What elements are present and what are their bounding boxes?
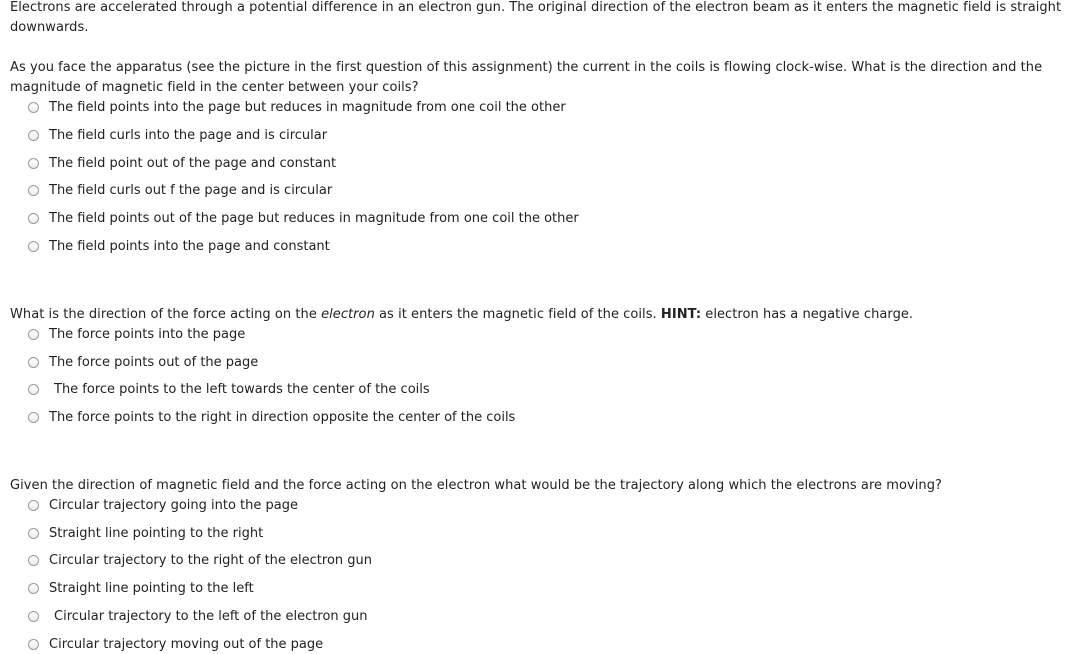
option-label: Circular trajectory to the right of the electron gun: [49, 552, 373, 568]
q3-option-1[interactable]: [28, 495, 298, 515]
q1-option-4[interactable]: [28, 180, 332, 200]
question-1-text: As you face the apparatus (see the picture in the first question of this assignment) the current in the coils is flowing clock-wise. What is the direction and the magnitude of magnetic field in the center between your coils?: [10, 60, 1043, 95]
question-2-text: [10, 305, 1062, 325]
option-label: The field points out of the page but reduces in magnitude from one coil the other: [49, 210, 579, 226]
intro-text: Electrons are accelerated through a potential difference in an electron gun. The original direction of the electron beam as it enters the magnetic field is straight downwards.: [10, 0, 1062, 35]
q2-option-4[interactable]: [28, 407, 515, 427]
question-2-text-part: as it enters the magnetic field of the coils.: [374, 307, 661, 322]
option-label: Circular trajectory to the left of the electron gun: [54, 608, 368, 624]
question-2-text-part: electron has a negative charge.: [701, 307, 914, 322]
radio-button[interactable]: [28, 213, 39, 224]
radio-button[interactable]: [28, 329, 39, 340]
q1-option-6[interactable]: [28, 236, 330, 256]
radio-button[interactable]: [28, 500, 39, 511]
q1-option-2[interactable]: [28, 125, 327, 145]
radio-button[interactable]: [28, 102, 39, 113]
q3-option-4[interactable]: [28, 578, 254, 598]
radio-button[interactable]: [28, 555, 39, 566]
radio-button[interactable]: [28, 639, 39, 650]
q3-option-6[interactable]: [28, 634, 323, 654]
option-label: The field point out of the page and constant: [49, 155, 337, 171]
option-label: Straight line pointing to the left: [49, 580, 254, 596]
option-label: The field curls out f the page and is circular: [49, 182, 333, 198]
q2-option-3[interactable]: [28, 379, 430, 399]
radio-button[interactable]: [28, 241, 39, 252]
radio-button[interactable]: [28, 583, 39, 594]
q2-option-1[interactable]: [28, 324, 245, 344]
option-label: The force points to the left towards the center of the coils: [54, 381, 430, 397]
radio-button[interactable]: [28, 384, 39, 395]
radio-button[interactable]: [28, 185, 39, 196]
option-label: The force points to the right in direction opposite the center of the coils: [49, 409, 516, 425]
option-label: Circular trajectory moving out of the page: [49, 636, 324, 652]
radio-button[interactable]: [28, 412, 39, 423]
radio-button[interactable]: [28, 357, 39, 368]
option-label: The force points into the page: [49, 326, 246, 342]
option-label: Straight line pointing to the right: [49, 525, 264, 541]
option-label: The field curls into the page and is circular: [49, 127, 328, 143]
option-label: The field points into the page but reduces in magnitude from one coil the other: [49, 99, 566, 115]
q1-option-1[interactable]: [28, 97, 566, 117]
q1-option-5[interactable]: [28, 208, 579, 228]
question-2-text-part: What is the direction of the force acting on the: [10, 307, 322, 322]
hint-label: HINT:: [660, 307, 702, 322]
radio-button[interactable]: [28, 130, 39, 141]
option-label: Circular trajectory going into the page: [49, 497, 298, 513]
radio-button[interactable]: [28, 528, 39, 539]
radio-button[interactable]: [28, 611, 39, 622]
question-3-text: Given the direction of magnetic field and the force acting on the electron what would be the trajectory along which the electrons are moving?: [10, 478, 942, 493]
q3-option-2[interactable]: [28, 523, 263, 543]
option-label: The field points into the page and constant: [49, 238, 330, 254]
q3-option-5[interactable]: [28, 606, 368, 626]
q3-option-3[interactable]: [28, 550, 372, 570]
radio-button[interactable]: [28, 158, 39, 169]
question-2-emphasis: electron: [321, 307, 375, 322]
q2-option-2[interactable]: [28, 352, 258, 372]
option-label: The force points out of the page: [49, 354, 259, 370]
q1-option-3[interactable]: [28, 153, 336, 173]
